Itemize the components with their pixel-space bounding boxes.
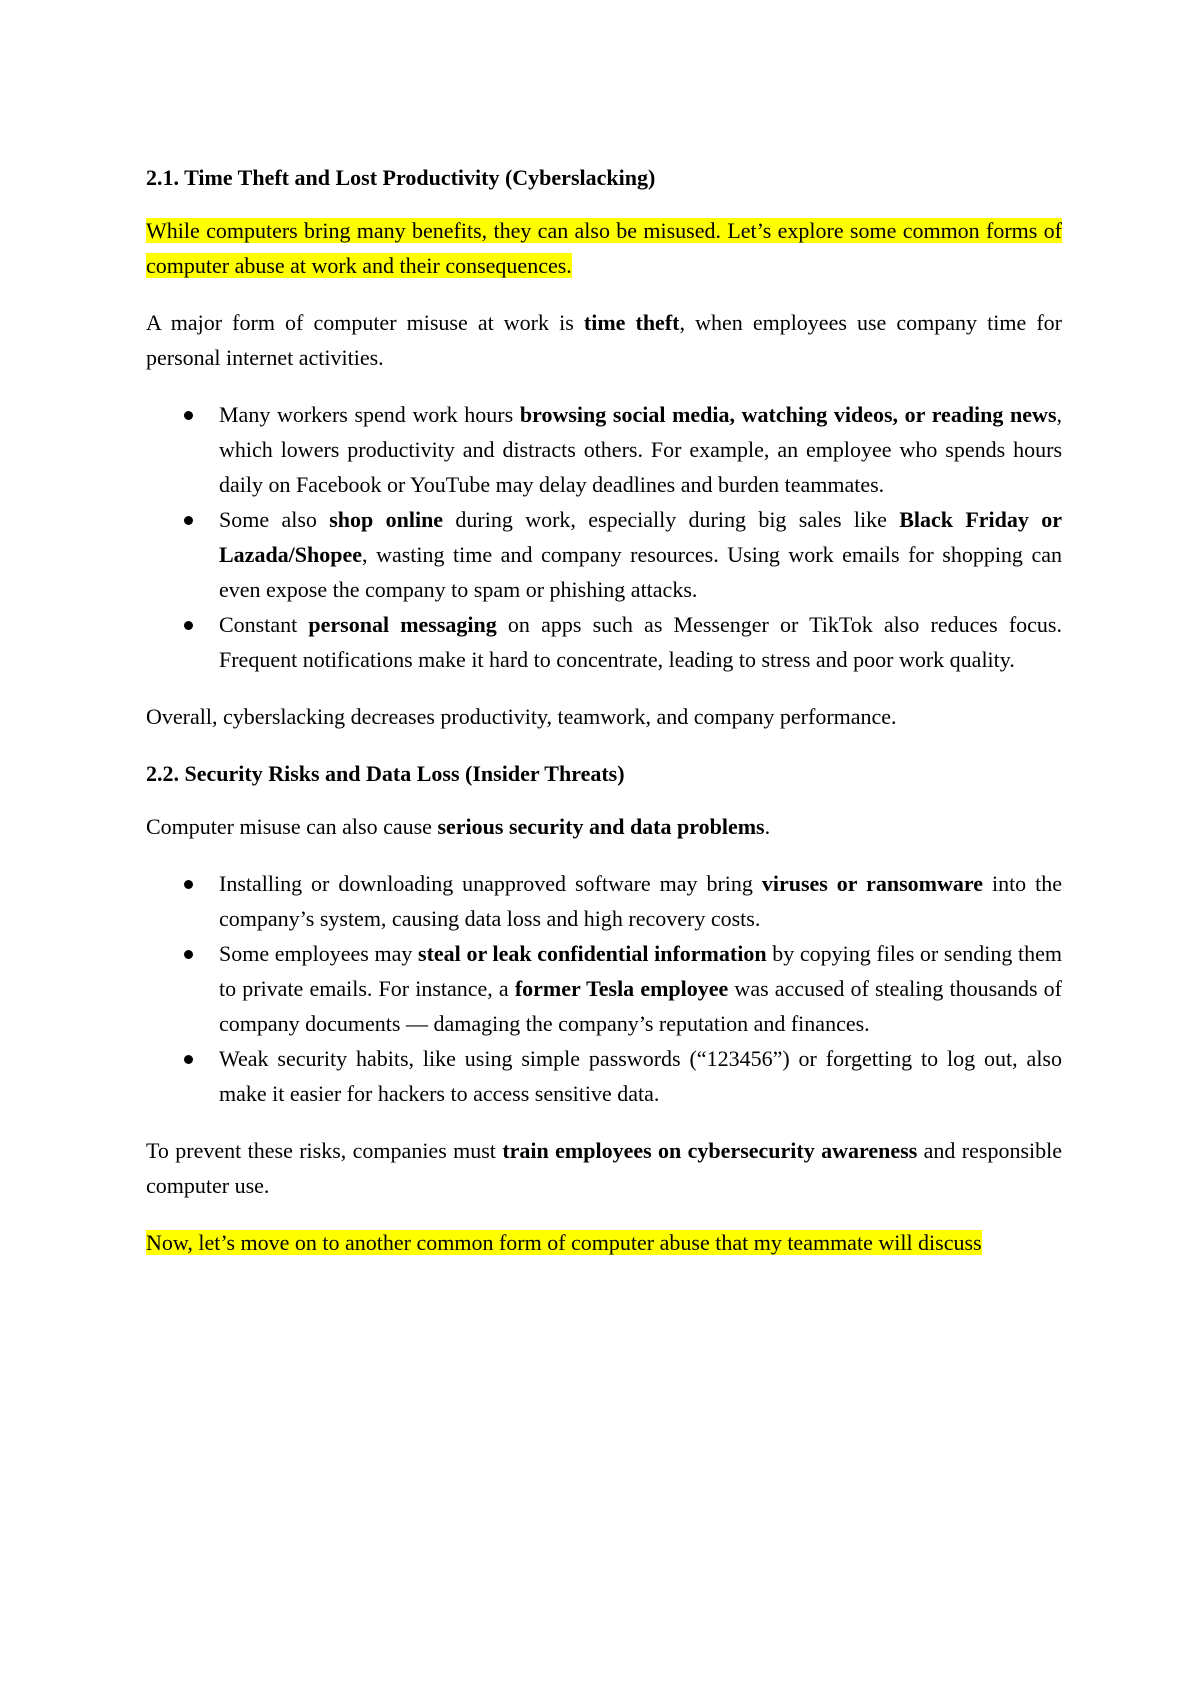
text-run: during work, especially during big sales like [443, 507, 900, 532]
text-run: , wasting time and company resources. Using work emails for shopping can even expose the company to spam or phishing attacks. [219, 542, 1062, 602]
intro-paragraph [146, 213, 1062, 283]
list-item [146, 607, 1062, 677]
bold-run: train employees on cybersecurity awareness [502, 1138, 918, 1163]
text-run: Some also [219, 507, 330, 532]
list-item [146, 936, 1062, 1041]
bullet-dot-icon [184, 411, 193, 420]
intro-highlighted-text: While computers bring many benefits, they can also be misused. Let’s explore some common forms of computer abuse at work and their consequences. [146, 218, 1062, 278]
cyberslacking-conclusion: Overall, cyberslacking decreases productivity, teamwork, and company performance. [146, 704, 897, 729]
text-run: Computer misuse can also cause [146, 814, 438, 839]
text-run: was accused of stealing thousands of company documents — damaging the company’s reputation and finances. [219, 976, 1062, 1036]
text-run: , which lowers productivity and distracts others. For example, an employee who spends hours daily on Facebook or YouTube may delay deadlines and burden teammates. [219, 402, 1063, 497]
text-run: and responsible computer use. [146, 1138, 1063, 1198]
bullet-dot-icon [184, 1055, 193, 1064]
bold-run: viruses or ransomware [761, 871, 984, 896]
closing-highlighted-text: Now, let’s move on to another common form of computer abuse that my teammate will discuss [146, 1230, 982, 1255]
text-run: Installing or downloading unapproved software may bring [219, 871, 762, 896]
text-run: Weak security habits, like using simple passwords (“123456”) or forgetting to log out, also make it easier for hackers to access sensitive data. [219, 1046, 1062, 1106]
bold-run: steal or leak confidential information [418, 941, 767, 966]
bullet-dot-icon [184, 621, 193, 630]
text-run: To prevent these risks, companies must [146, 1138, 503, 1163]
list-item [146, 866, 1062, 936]
text-run: Constant [219, 612, 309, 637]
text-run: A major form of computer misuse at work is [146, 310, 584, 335]
document-page [146, 160, 1062, 1282]
bold-run: serious security and data problems [437, 814, 765, 839]
cyberslacking-bullet-list [146, 397, 1062, 677]
bullet-dot-icon [184, 880, 193, 889]
list-item [146, 502, 1062, 607]
list-item [146, 1041, 1062, 1111]
bold-run: browsing social media, watching videos, or reading news [519, 402, 1057, 427]
bold-run: time theft [583, 310, 680, 335]
bold-run: former Tesla employee [514, 976, 729, 1001]
list-item [146, 397, 1062, 502]
bold-run: shop online [329, 507, 444, 532]
time-theft-paragraph [146, 305, 1062, 375]
text-run: by copying files or sending them to private emails. For instance, a [219, 941, 1062, 1001]
closing-paragraph [146, 1225, 1062, 1260]
text-run: , when employees use company time for personal internet activities. [146, 310, 1062, 370]
text-run: on apps such as Messenger or TikTok also reduces focus. Frequent notifications make it hard to concentrate, leading to stress and poor work quality. [219, 612, 1062, 672]
text-run: into the company’s system, causing data loss and high recovery costs. [219, 871, 1063, 931]
security-conclusion [146, 1133, 1062, 1203]
bold-run: Black Friday or Lazada/Shopee [219, 507, 1062, 567]
bold-run: personal messaging [308, 612, 497, 637]
bullet-dot-icon [184, 950, 193, 959]
security-intro-paragraph [146, 809, 1062, 844]
text-run: Some employees may [219, 941, 419, 966]
security-bullet-list [146, 866, 1062, 1111]
bullet-dot-icon [184, 516, 193, 525]
section-heading-time-theft: 2.1. Time Theft and Lost Productivity (Cyberslacking) [146, 165, 656, 190]
section-heading-security-risks: 2.2. Security Risks and Data Loss (Insider Threats) [146, 761, 625, 786]
text-run: Many workers spend work hours [219, 402, 520, 427]
text-run: . [764, 814, 771, 839]
